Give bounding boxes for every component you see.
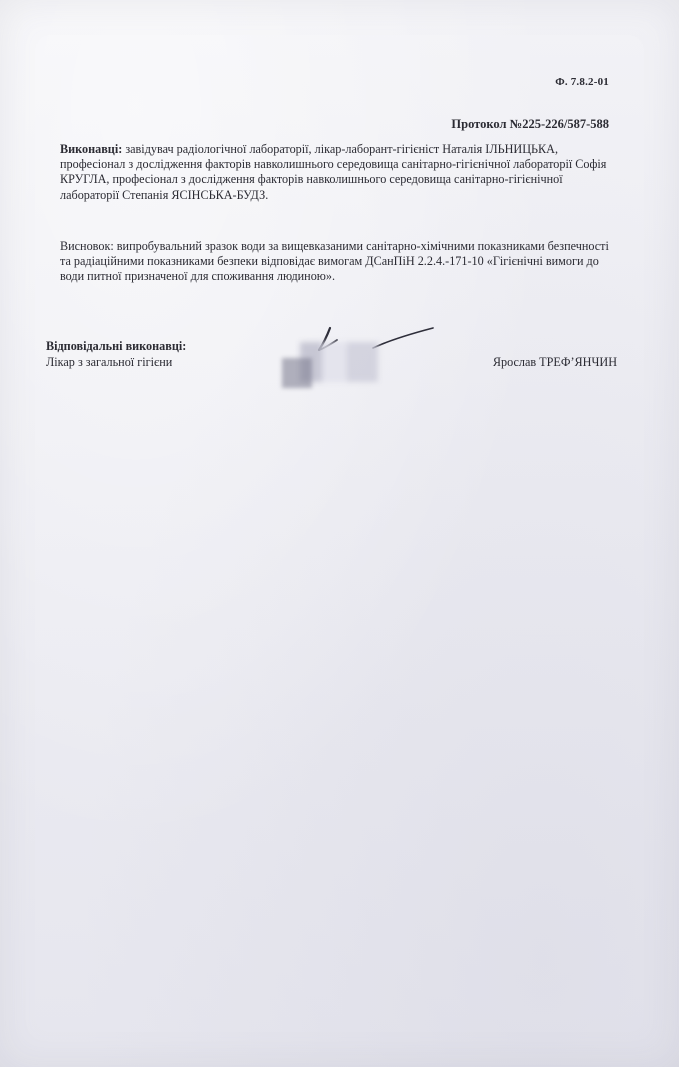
- responsible-role: Лікар з загальної гігієни: [46, 355, 173, 369]
- responsible-title: Відповідальні виконавці:: [46, 339, 187, 353]
- form-code: Ф. 7.8.2-01: [555, 76, 609, 88]
- protocol-number: Протокол №225-226/587-588: [451, 117, 609, 131]
- executors-label: Виконавці:: [60, 142, 123, 156]
- responsible-name: Ярослав ТРЕФ’ЯНЧИН: [492, 355, 617, 369]
- executors-text: завідувач радіологічної лабораторії, лікар-лаборант-гігієніст Наталія ІЛЬНИЦЬКА, професіонал з дослідження факторів навколишнього середовища санітарно-гігієнічної лабораторії Софія КРУГЛА, професіонал з дослідження факторів навколишнього середовища санітарно-гігієнічної лабораторії Степанія ЯСІНСЬКА-БУДЗ.: [60, 142, 607, 202]
- executors-paragraph: [60, 142, 620, 203]
- redacted-mark: [282, 358, 312, 388]
- conclusion-paragraph: Висновок: випробувальний зразок води за вищевказаними санітарно-хімічними показниками безпечності та радіаційними показниками безпеки відповідає вимогам ДСанПіН 2.2.4.-171-10 «Гігієнічні вимоги до води питної призначеної для споживання людиною».: [60, 239, 609, 284]
